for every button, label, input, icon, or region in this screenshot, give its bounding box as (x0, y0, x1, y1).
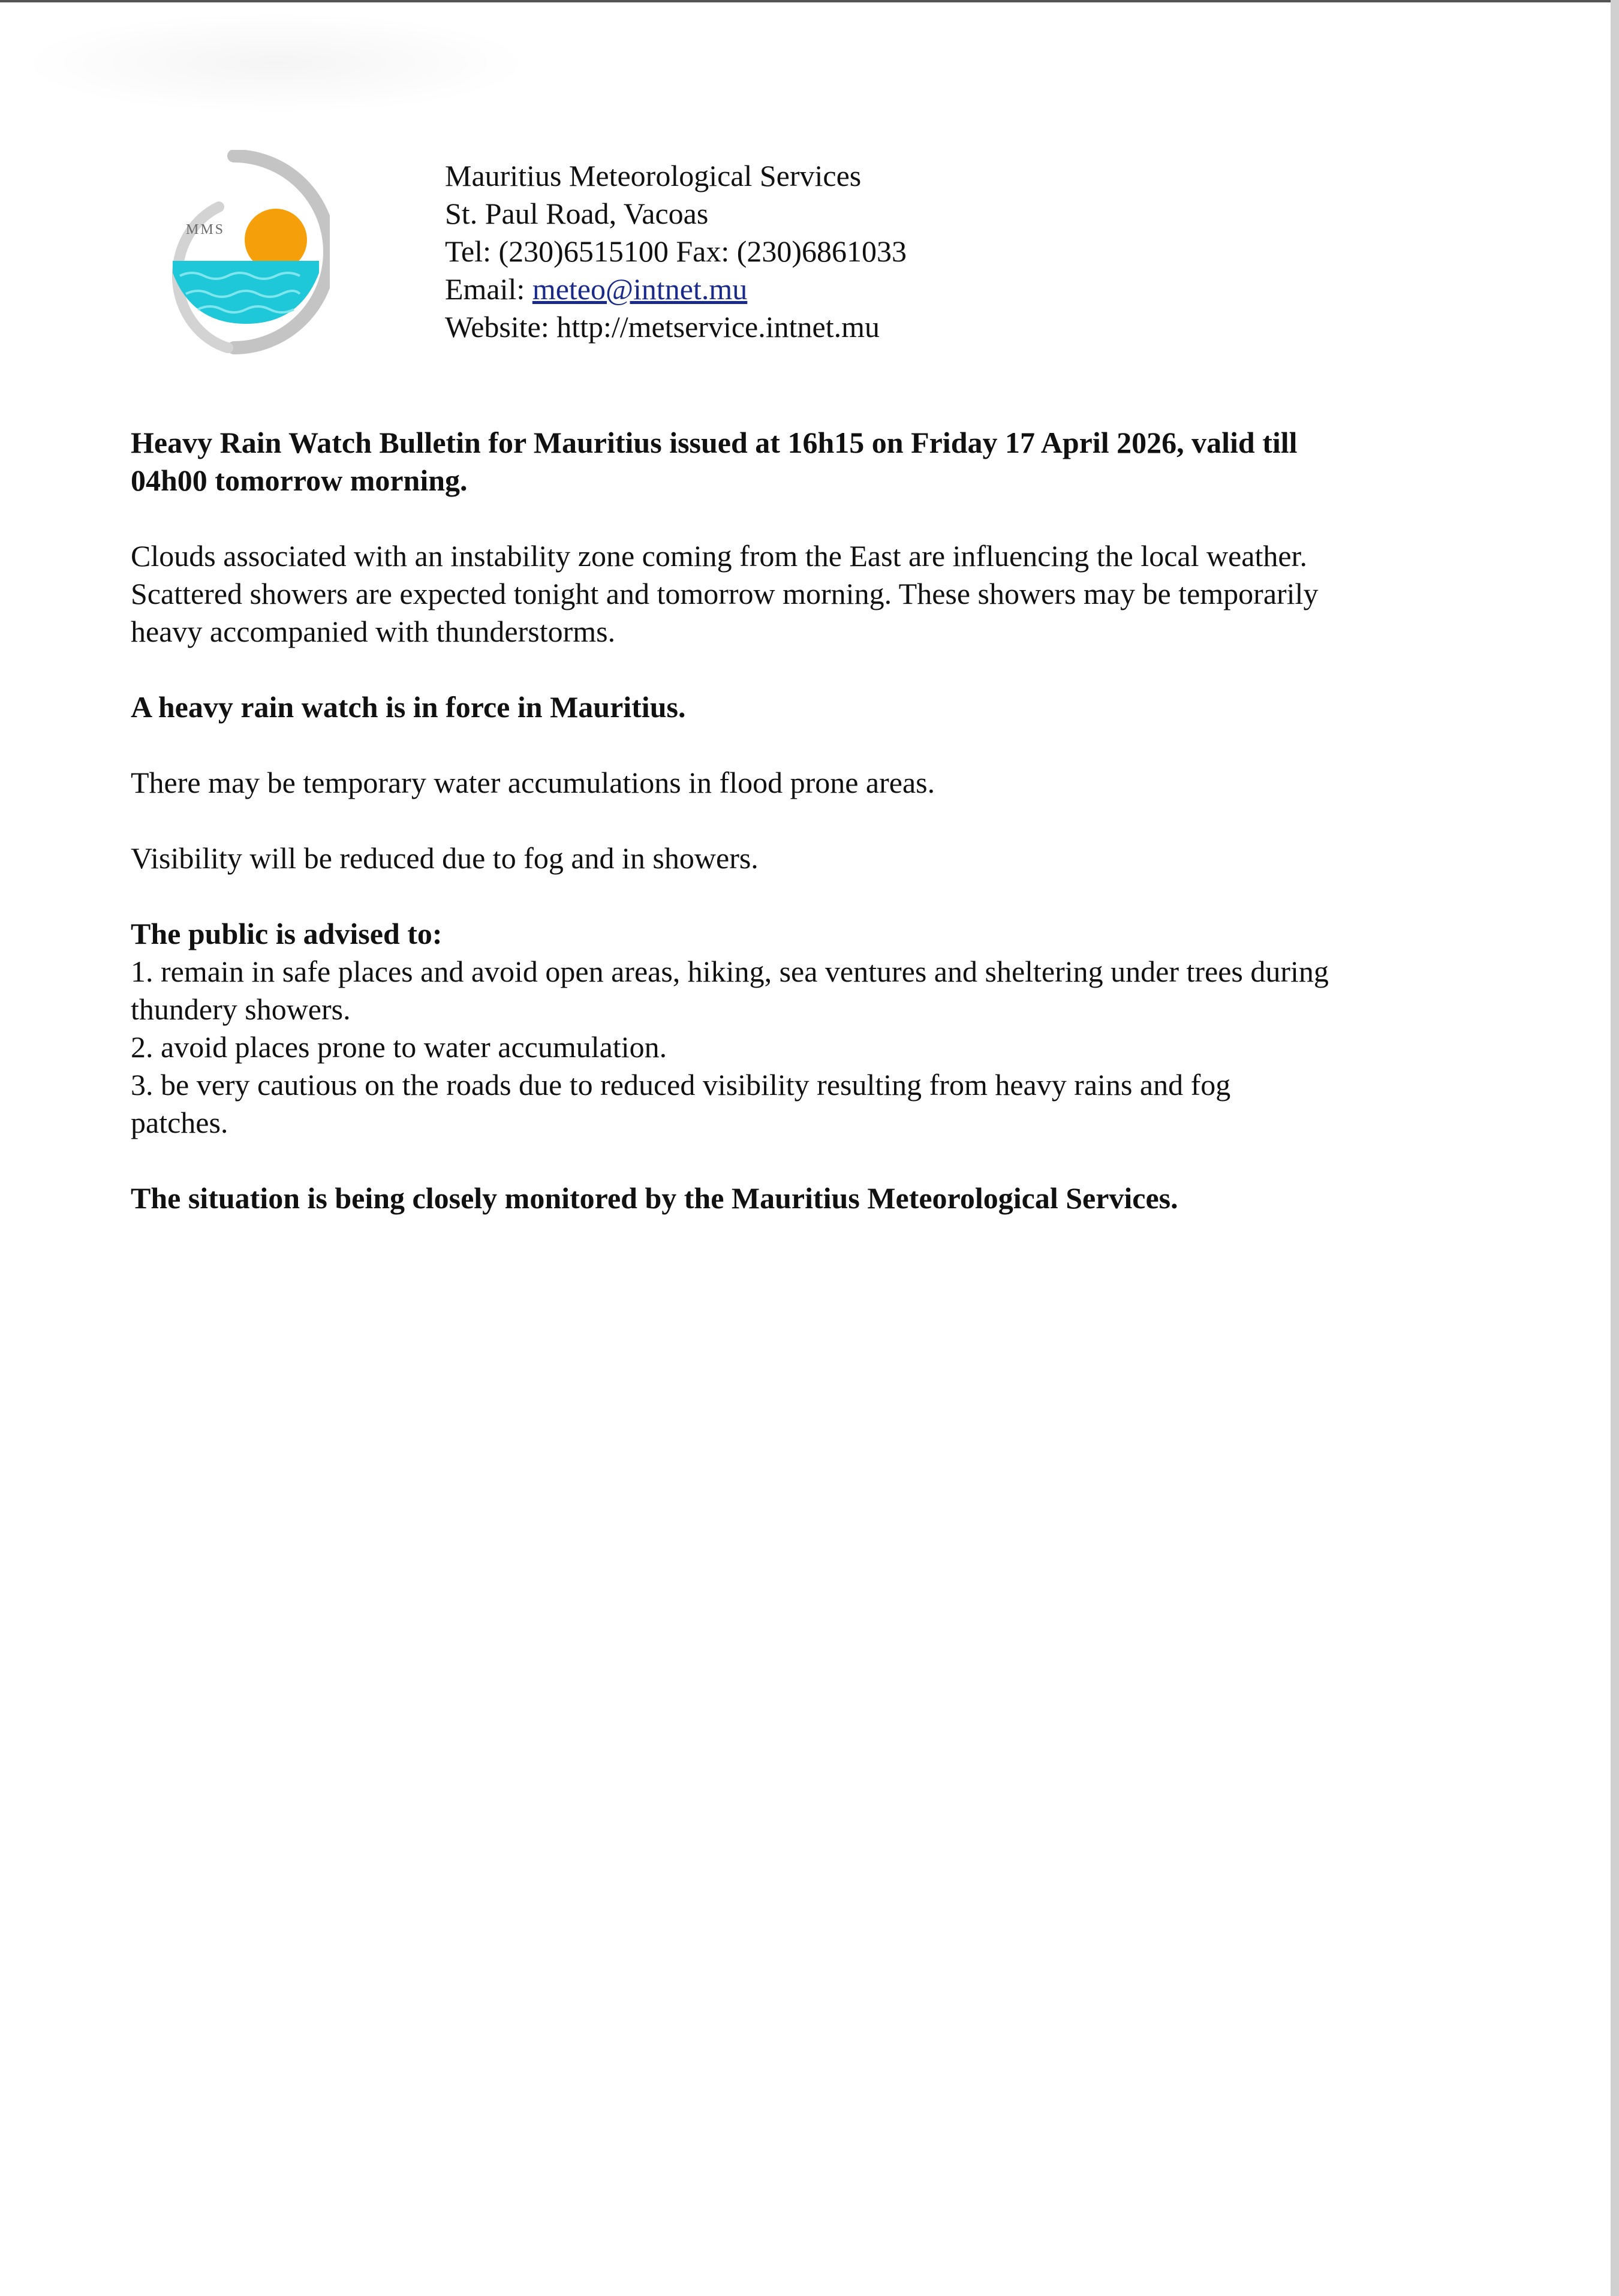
email-link[interactable]: meteo@intnet.mu (532, 272, 748, 306)
bulletin-body (131, 424, 1480, 1217)
accumulation-statement: There may be temporary water accumulations in flood prone areas. (131, 766, 935, 799)
website: Website: http://metservice.intnet.mu (445, 310, 880, 344)
address: St. Paul Road, Vacoas (445, 197, 709, 230)
advice-3-line1: 3. be very cautious on the roads due to reduced visibility resulting from heavy rains and fog (131, 1068, 1231, 1102)
right-border (1611, 0, 1619, 2296)
org-name: Mauritius Meteorological Services (445, 159, 862, 192)
advice-2: 2. avoid places prone to water accumulation. (131, 1030, 667, 1064)
bulletin-title-line1: Heavy Rain Watch Bulletin for Mauritius issued at 16h15 on Friday 17 April 2026, valid till (131, 426, 1298, 459)
bulletin-title-line2: 04h00 tomorrow morning. (131, 464, 468, 497)
advice-heading: The public is advised to: (131, 917, 443, 950)
advice-1-line2: thundery showers. (131, 992, 351, 1026)
para1-line1: Clouds associated with an instability zone coming from the East are influencing the local weather. (131, 539, 1307, 573)
watch-statement: A heavy rain watch is in force in Mauritius. (131, 690, 686, 724)
tel-fax: Tel: (230)6515100 Fax: (230)6861033 (445, 234, 907, 268)
logo-text: MMS (186, 222, 225, 237)
mms-logo (162, 150, 330, 366)
top-border (0, 0, 1619, 2)
advice-1-line1: 1. remain in safe places and avoid open areas, hiking, sea ventures and sheltering under trees during (131, 955, 1329, 988)
email-label: Email: (445, 272, 532, 306)
visibility-statement: Visibility will be reduced due to fog and in showers. (131, 841, 759, 875)
para1-line2: Scattered showers are expected tonight and tomorrow morning. These showers may be temporarily (131, 577, 1319, 610)
closing-statement: The situation is being closely monitored by the Mauritius Meteorological Services. (131, 1181, 1178, 1215)
header-block (445, 157, 907, 346)
advice-3-line2: patches. (131, 1106, 228, 1139)
email-line (445, 270, 907, 308)
para1-line3: heavy accompanied with thunderstorms. (131, 615, 616, 648)
page-shadow (18, 12, 534, 114)
